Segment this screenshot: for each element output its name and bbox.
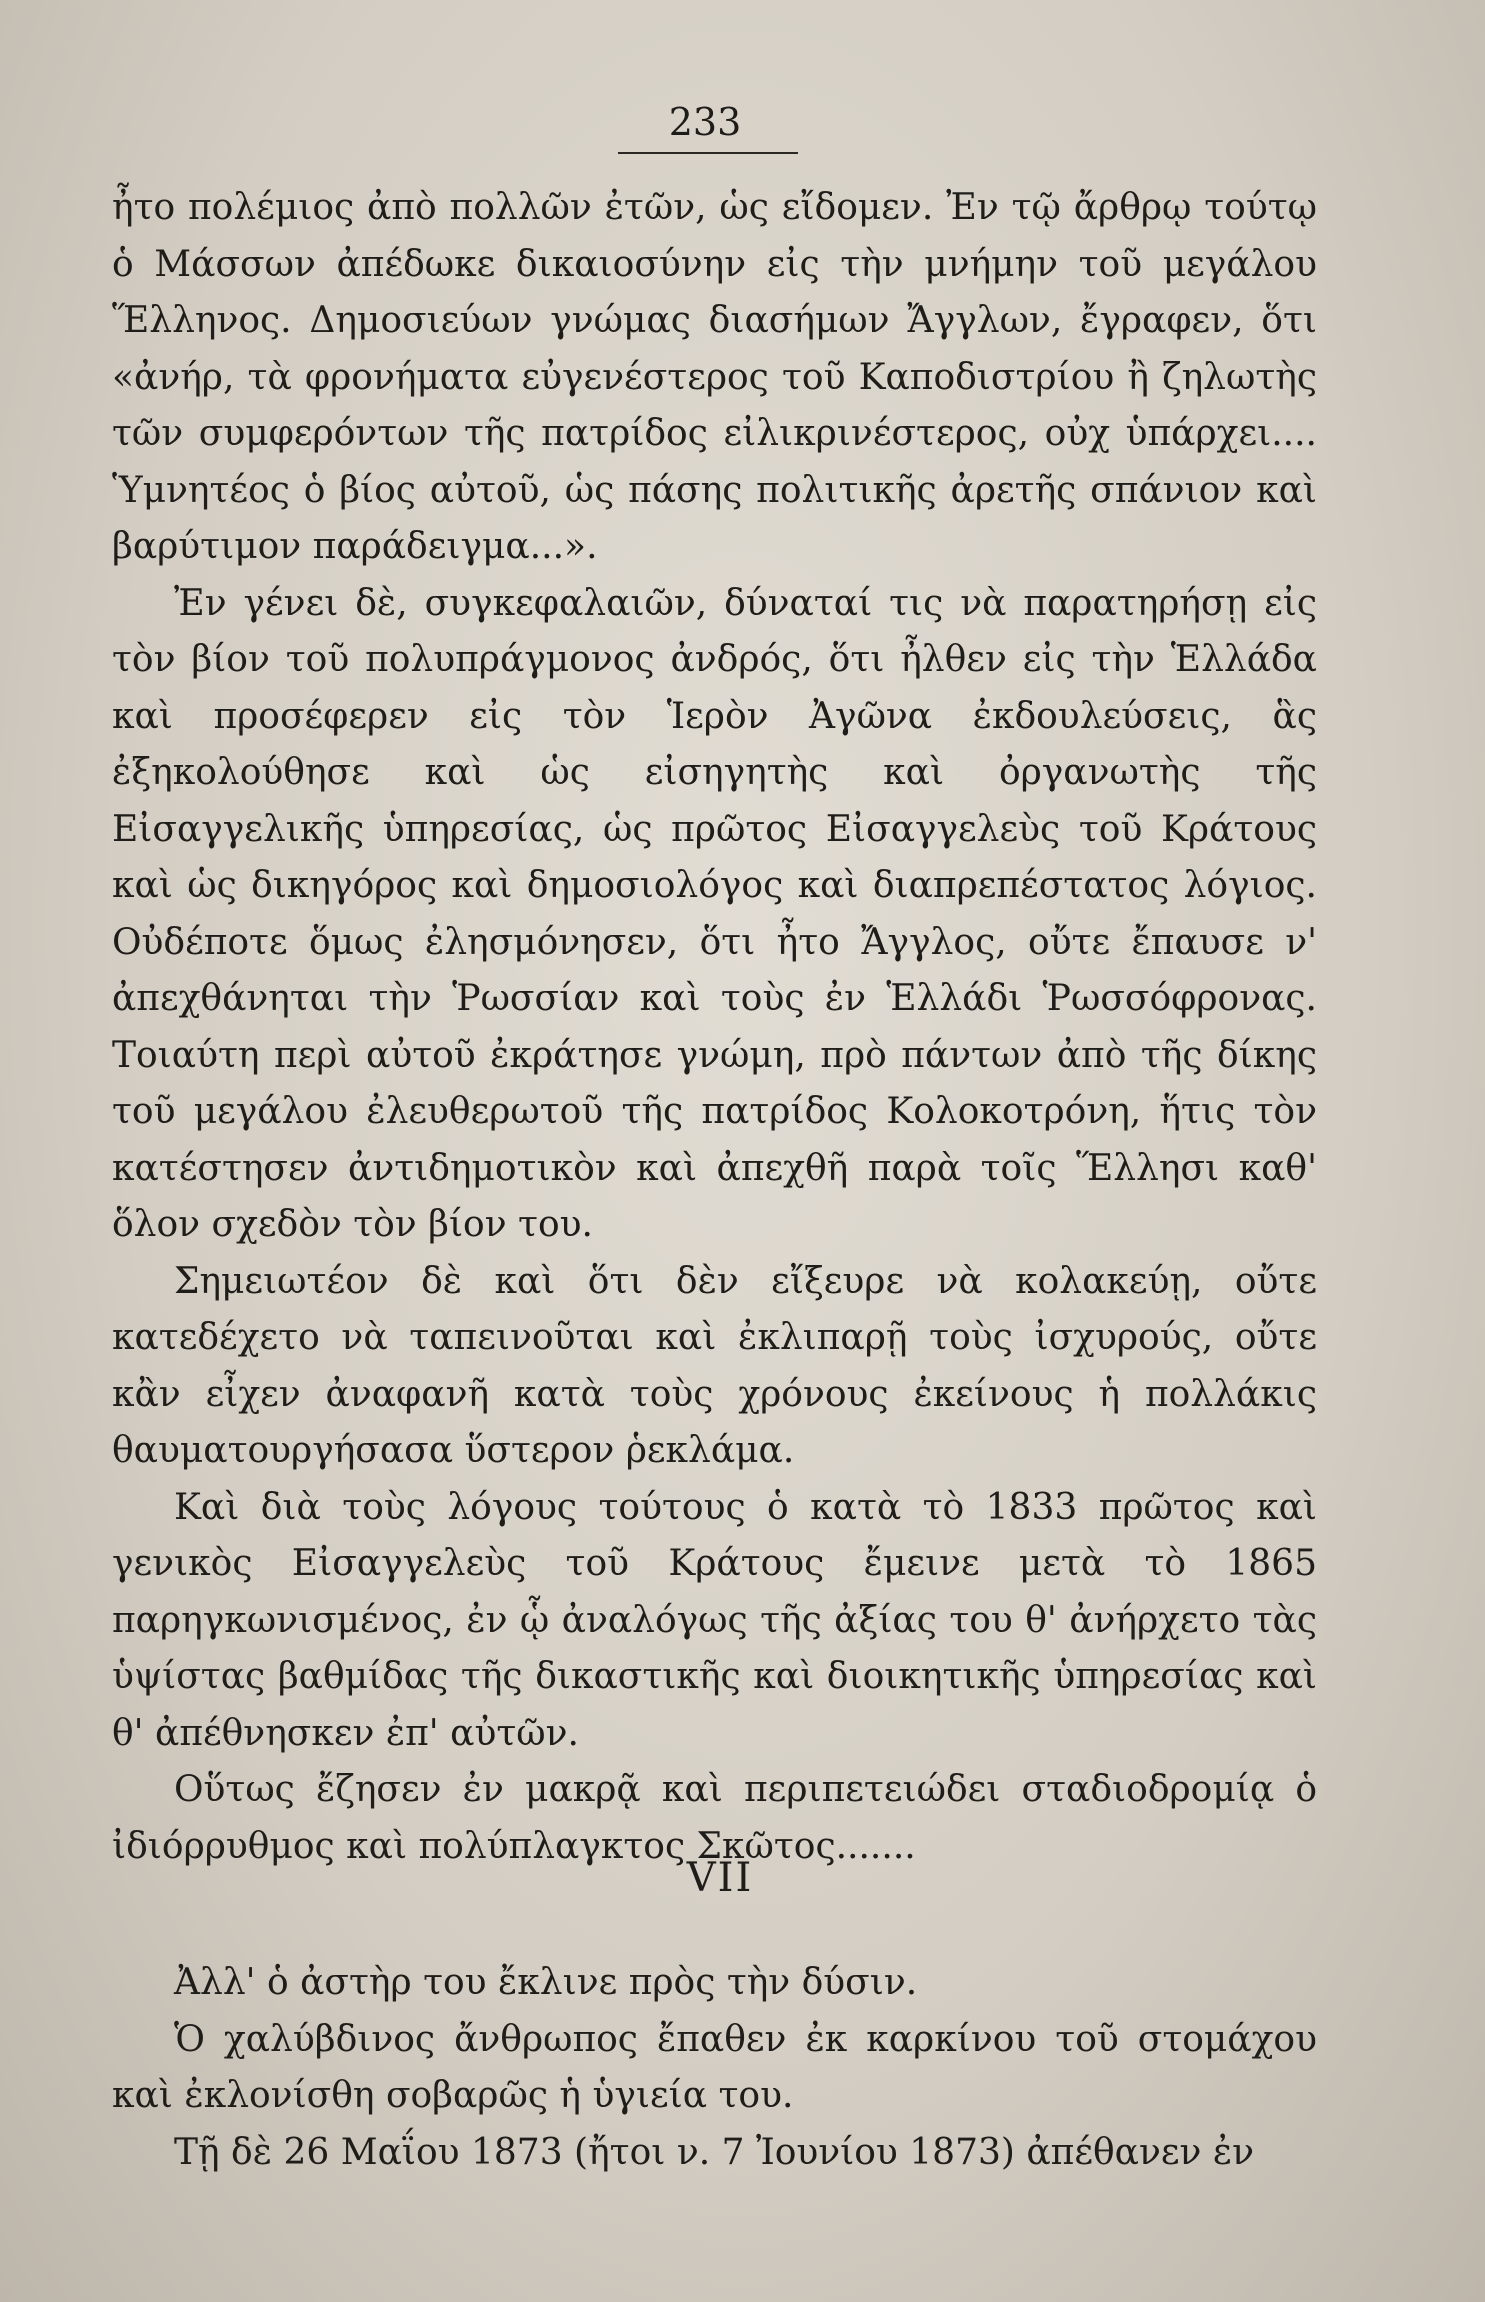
paragraph: Οὕτως ἔζησεν ἐν μακρᾷ καὶ περιπετειώδει σταδιοδρομίᾳ ὁ ἰδιόρρυθμος καὶ πολύπλαγκτος Σκῶτος....... [112, 1769, 1317, 1867]
paragraph: Ὁ χαλύβδινος ἄνθρωπος ἔπαθεν ἐκ καρκίνου τοῦ στομάχου καὶ ἐκλονίσθη σοβαρῶς ἡ ὑγιεία του. [112, 2018, 1317, 2116]
paragraph: Καὶ διὰ τοὺς λόγους τούτους ὁ κατὰ τὸ 1833 πρῶτος καὶ γενικὸς Εἰσαγγελεὺς τοῦ Κράτους ἔμεινε μετὰ τὸ 1865 παρηγκωνισμένος, ἐν ᾧ ἀναλόγως τῆς ἀξίας του θ' ἀνήρχετο τὰς ὑψίστας βαθμίδας τῆς δικαστικῆς καὶ διοικητικῆς ὑπηρεσίας καὶ θ' ἀπέθνησκεν ἐπ' αὐτῶν. [112, 1486, 1317, 1754]
paragraph: Τῇ δὲ 26 Μαΐου 1873 (ἤτοι ν. 7 Ἰουνίου 1873) ἀπέθανεν ἐν [174, 2131, 1255, 2173]
paragraph: Ἀλλ' ὁ ἀστὴρ του ἔκλινε πρὸς τὴν δύσιν. [174, 1962, 918, 2003]
paragraph-continuation: ἦτο πολέμιος ἀπὸ πολλῶν ἐτῶν, ὡς εἴδομεν. Ἐν τῷ ἄρθρῳ τούτῳ ὁ Μάσσων ἀπέδωκε δικαιοσύνην εἰς τὴν μνήμην τοῦ μεγάλου Ἕλληνος. Δημοσιεύων γνώμας διασήμων Ἄγγλων, ἔγραφεν, ὅτι «ἀνήρ, τὰ φρονήματα εὐγενέστερος τοῦ Καποδιστρίου ἢ ζηλωτὴς τῶν συμφερόντων τῆς πατρίδος εἰλικρινέστερος, οὐχ ὑπάρχει.... Ὑμνητέος ὁ βίος αὐτοῦ, ὡς πάσης πολιτικῆς ἀρετῆς σπάνιον καὶ βαρύτιμον παράδειγμα...». [112, 187, 1317, 567]
paragraph: Σημειωτέον δὲ καὶ ὅτι δὲν εἴξευρε νὰ κολακεύῃ, οὔτε κατεδέχετο νὰ ταπεινοῦται καὶ ἐκλιπαρῇ τοὺς ἰσχυρούς, οὔτε κἂν εἶχεν ἀναφανῆ κατὰ τοὺς χρόνους ἐκείνους ἡ πολλάκις θαυματουργήσασα ὕστερον ῥεκλάμα. [112, 1260, 1317, 1471]
body-text [112, 180, 1317, 1875]
paragraph: Ἐν γένει δὲ, συγκεφαλαιῶν, δύναταί τις νὰ παρατηρήσῃ εἰς τὸν βίον τοῦ πολυπράγμονος ἀνδρός, ὅτι ἦλθεν εἰς τὴν Ἑλλάδα καὶ προσέφερεν εἰς τὸν Ἱερὸν Ἀγῶνα ἐκδουλεύσεις, ἃς ἐξηκολούθησε καὶ ὡς εἰσηγητὴς καὶ ὀργανωτὴς τῆς Εἰσαγγελικῆς ὑπηρεσίας, ὡς πρῶτος Εἰσαγγελεὺς τοῦ Κράτους καὶ ὡς δικηγόρος καὶ δημοσιολόγος καὶ διαπρεπέστατος λόγιος. Οὐδέποτε ὅμως ἐλησμόνησεν, ὅτι ἦτο Ἄγγλος, οὔτε ἔπαυσε ν' ἀπεχθάνηται τὴν Ῥωσσίαν καὶ τοὺς ἐν Ἑλλάδι Ῥωσσόφρονας. Τοιαύτη περὶ αὐτοῦ ἐκράτησε γνώμη, πρὸ πάντων ἀπὸ τῆς δίκης τοῦ μεγάλου ἐλευθερωτοῦ τῆς πατρίδος Κολοκοτρόνη, ἥτις τὸν κατέστησεν ἀντιδημοτικὸν καὶ ἀπεχθῆ παρὰ τοῖς Ἕλλησι καθ' ὅλον σχεδὸν τὸν βίον του. [112, 582, 1317, 1245]
page-number: 233 [668, 100, 742, 144]
section-body-text [112, 1955, 1317, 2181]
page-number-rule [618, 152, 798, 154]
section-heading: VII [686, 1855, 754, 1901]
